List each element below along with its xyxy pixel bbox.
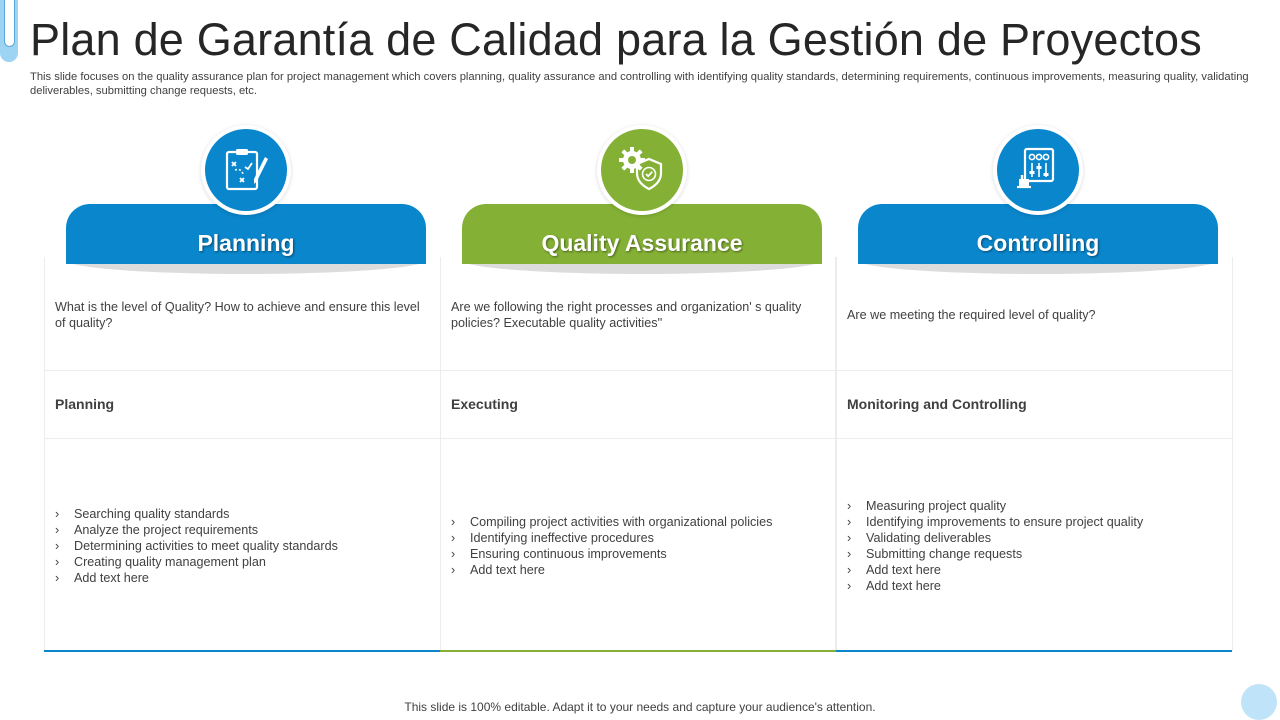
header-label: Planning — [197, 230, 295, 256]
icon-badge — [201, 125, 291, 215]
list-item: › Validating deliverables — [847, 531, 992, 545]
row-divider — [837, 438, 1232, 439]
row-divider — [45, 370, 440, 371]
column-bottom-line — [44, 650, 440, 652]
control-panel-icon — [997, 129, 1079, 211]
list-item: › Add text here — [55, 571, 149, 585]
column-controlling — [836, 125, 1232, 652]
chevron-right-icon: › — [847, 515, 852, 529]
header-label: Quality Assurance — [541, 230, 743, 256]
list-item: › Determining activities to meet quality standards — [55, 539, 338, 553]
page-subtitle: This slide focuses on the quality assurance plan for project management which covers planning, quality assurance and controlling with identifying quality standards, determining requirements, continuous improvements, measuring quality, validating deliverables, submitting change requests, etc. — [30, 71, 1249, 97]
phase-label: Executing — [451, 396, 518, 412]
chevron-right-icon: › — [55, 523, 60, 537]
footer-note: This slide is 100% editable. Adapt it to your needs and capture your audience's attention. — [404, 700, 876, 714]
row-divider — [440, 370, 835, 371]
list-item: › Creating quality management plan — [55, 555, 266, 569]
column-planning — [44, 125, 440, 652]
chevron-right-icon: › — [847, 563, 852, 577]
chevron-right-icon: › — [847, 531, 852, 545]
list-item: › Add text here — [847, 563, 941, 577]
activity-list — [55, 506, 425, 586]
list-item: › Identifying ineffective procedures — [451, 531, 654, 545]
list-item: › Add text here — [451, 563, 545, 577]
question-text: Are we meeting the required level of quality? — [847, 308, 1096, 322]
page-title: Plan de Garantía de Calidad para la Gestión de Proyectos — [30, 14, 1202, 65]
chevron-right-icon: › — [55, 539, 60, 553]
chevron-right-icon: › — [847, 499, 852, 513]
list-item: › Identifying improvements to ensure project quality — [847, 515, 1144, 529]
list-item: › Add text here — [847, 579, 941, 593]
column-bottom-line — [440, 650, 836, 652]
activity-list — [451, 514, 821, 578]
list-item: › Searching quality standards — [55, 507, 230, 521]
column-quality-assurance — [440, 125, 836, 652]
list-item: › Ensuring continuous improvements — [451, 547, 667, 561]
row-divider — [45, 438, 440, 439]
question-text: What is the level of Quality? How to achieve and ensure this level of quality? — [55, 300, 420, 330]
list-item: › Submitting change requests — [847, 547, 1023, 561]
list-item: › Measuring project quality — [847, 499, 1007, 513]
corner-circle-decoration — [1241, 684, 1277, 720]
chevron-right-icon: › — [55, 571, 60, 585]
header-label: Controlling — [976, 230, 1100, 256]
corner-tab-decoration — [0, 0, 18, 62]
row-divider — [837, 370, 1232, 371]
chevron-right-icon: › — [847, 579, 852, 593]
list-item: › Compiling project activities with organizational policies — [451, 515, 773, 529]
icon-badge — [597, 125, 687, 215]
chevron-right-icon: › — [847, 547, 852, 561]
chevron-right-icon: › — [451, 563, 456, 577]
chevron-right-icon: › — [451, 547, 456, 561]
row-divider — [440, 438, 835, 439]
chevron-right-icon: › — [55, 555, 60, 569]
chevron-right-icon: › — [451, 515, 456, 529]
chevron-right-icon: › — [451, 531, 456, 545]
activity-list — [847, 498, 1217, 594]
phase-label: Monitoring and Controlling — [847, 396, 1027, 412]
gear-shield-icon — [601, 129, 683, 211]
icon-badge — [993, 125, 1083, 215]
list-item: › Analyze the project requirements — [55, 523, 259, 537]
phase-label: Planning — [55, 396, 115, 412]
chevron-right-icon: › — [55, 507, 60, 521]
question-text: Are we following the right processes and organization' s quality policies? Executable quality activities'' — [451, 300, 802, 330]
column-bottom-line — [836, 650, 1232, 652]
strategy-clipboard-icon — [205, 129, 287, 211]
